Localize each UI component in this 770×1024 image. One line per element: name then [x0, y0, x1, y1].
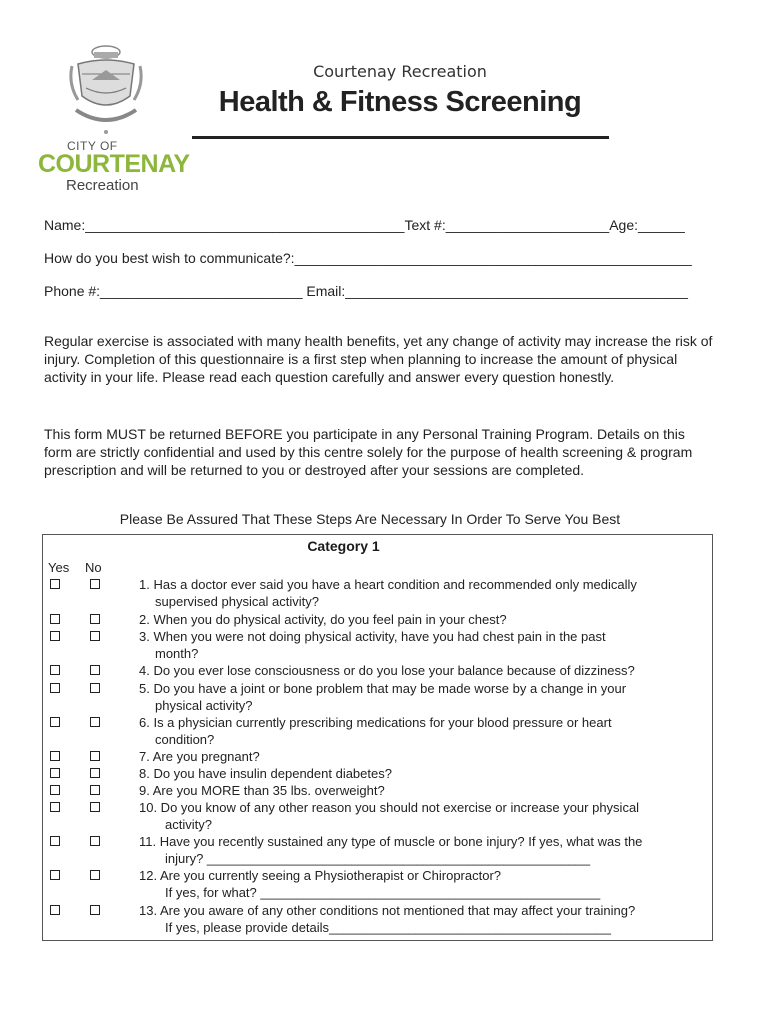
yes-checkbox-q11[interactable]: [50, 836, 60, 846]
yes-checkbox-q8[interactable]: [50, 768, 60, 778]
category-title: Category 1: [307, 538, 380, 554]
question-continuation: supervised physical activity?: [155, 594, 320, 609]
question-continuation[interactable]: injury? _____________________________________________________: [165, 851, 591, 866]
title-rule: [192, 136, 609, 139]
no-checkbox-q3[interactable]: [90, 631, 100, 641]
intro-paragraph: Regular exercise is associated with many health benefits, yet any change of activity may increase the risk of injury. Completion of this questionnaire is a first step when planning to increase the amount of physical activity in your life. Please read each question carefully and answer every question honestly.: [44, 333, 713, 385]
question-text: 3. When you were not doing physical activity, have you had chest pain in the past: [139, 629, 606, 644]
question-text: 7. Are you pregnant?: [139, 749, 260, 764]
question-7: [139, 748, 709, 765]
yes-checkbox-q5[interactable]: [50, 683, 60, 693]
question-8: [139, 765, 709, 782]
no-column-header: No: [85, 560, 102, 575]
yes-checkbox-q1[interactable]: [50, 579, 60, 589]
question-6: [139, 714, 709, 748]
no-checkbox-q7[interactable]: [90, 751, 100, 761]
question-1: [139, 576, 709, 610]
no-checkbox-q2[interactable]: [90, 614, 100, 624]
logo-courtenay: COURTENAY: [38, 150, 190, 178]
question-11: [139, 833, 709, 867]
no-checkbox-q11[interactable]: [90, 836, 100, 846]
yes-checkbox-q2[interactable]: [50, 614, 60, 624]
no-checkbox-q5[interactable]: [90, 683, 100, 693]
yes-checkbox-q10[interactable]: [50, 802, 60, 812]
yes-checkbox-q7[interactable]: [50, 751, 60, 761]
question-text: 8. Do you have insulin dependent diabetes?: [139, 766, 392, 781]
question-text: 4. Do you ever lose consciousness or do you lose your balance because of dizziness?: [139, 663, 635, 678]
question-9: [139, 782, 709, 799]
no-checkbox-q9[interactable]: [90, 785, 100, 795]
yes-checkbox-q13[interactable]: [50, 905, 60, 915]
question-continuation[interactable]: If yes, please provide details_______________________________________: [165, 920, 612, 935]
question-continuation: month?: [155, 646, 199, 661]
question-text: 2. When you do physical activity, do you feel pain in your chest?: [139, 612, 507, 627]
question-3: [139, 628, 709, 662]
yes-checkbox-q12[interactable]: [50, 870, 60, 880]
question-text: 6. Is a physician currently prescribing medications for your blood pressure or heart: [139, 715, 612, 730]
question-continuation: condition?: [155, 732, 215, 747]
question-text: 9. Are you MORE than 35 lbs. overweight?: [139, 783, 385, 798]
communication-field[interactable]: How do you best wish to communicate?:___________________________________________________: [44, 250, 692, 266]
page-title: Health & Fitness Screening: [218, 86, 582, 118]
confidentiality-paragraph: This form MUST be returned BEFORE you participate in any Personal Training Program. Details on this form are strictly confidential and used by this centre solely for the purpose of health screening & program prescription and will be returned to you or destroyed after your sessions are completed.: [44, 426, 693, 478]
yes-checkbox-q6[interactable]: [50, 717, 60, 727]
yes-checkbox-q4[interactable]: [50, 665, 60, 675]
phone-email-fields[interactable]: Phone #:__________________________ Email:____________________________________________: [44, 283, 688, 299]
no-checkbox-q8[interactable]: [90, 768, 100, 778]
question-text: 1. Has a doctor ever said you have a heart condition and recommended only medically: [139, 577, 637, 592]
no-checkbox-q1[interactable]: [90, 579, 100, 589]
question-text: 12. Are you currently seeing a Physiotherapist or Chiropractor?: [139, 868, 502, 883]
question-text: 5. Do you have a joint or bone problem that may be made worse by a change in your: [139, 681, 627, 696]
question-5: [139, 680, 709, 714]
question-13: [139, 902, 709, 936]
question-text: 11. Have you recently sustained any type of muscle or bone injury? If yes, what was the: [139, 834, 643, 849]
question-continuation: physical activity?: [155, 698, 253, 713]
logo-recreation: Recreation: [66, 177, 139, 194]
header-subtitle: Courtenay Recreation: [313, 62, 487, 81]
question-text: 10. Do you know of any other reason you should not exercise or increase your physical: [139, 800, 640, 815]
city-seal-logo: [68, 44, 144, 136]
name-text-age-fields[interactable]: Name:_________________________________________Text #:_____________________Age:______: [44, 217, 685, 233]
no-checkbox-q13[interactable]: [90, 905, 100, 915]
no-checkbox-q6[interactable]: [90, 717, 100, 727]
question-12: [139, 867, 709, 901]
no-checkbox-q4[interactable]: [90, 665, 100, 675]
question-text: 13. Are you aware of any other conditions not mentioned that may affect your training?: [139, 903, 636, 918]
question-10: [139, 799, 709, 833]
assurance-note: Please Be Assured That These Steps Are Necessary In Order To Serve You Best: [119, 511, 621, 527]
yes-checkbox-q9[interactable]: [50, 785, 60, 795]
question-continuation: activity?: [165, 817, 212, 832]
no-checkbox-q12[interactable]: [90, 870, 100, 880]
question-continuation[interactable]: If yes, for what? _______________________________________________: [165, 885, 601, 900]
yes-column-header: Yes: [48, 560, 70, 575]
yes-checkbox-q3[interactable]: [50, 631, 60, 641]
no-checkbox-q10[interactable]: [90, 802, 100, 812]
question-2: [139, 611, 709, 628]
question-4: [139, 662, 709, 679]
logo-city-of: CITY OF: [67, 139, 118, 153]
